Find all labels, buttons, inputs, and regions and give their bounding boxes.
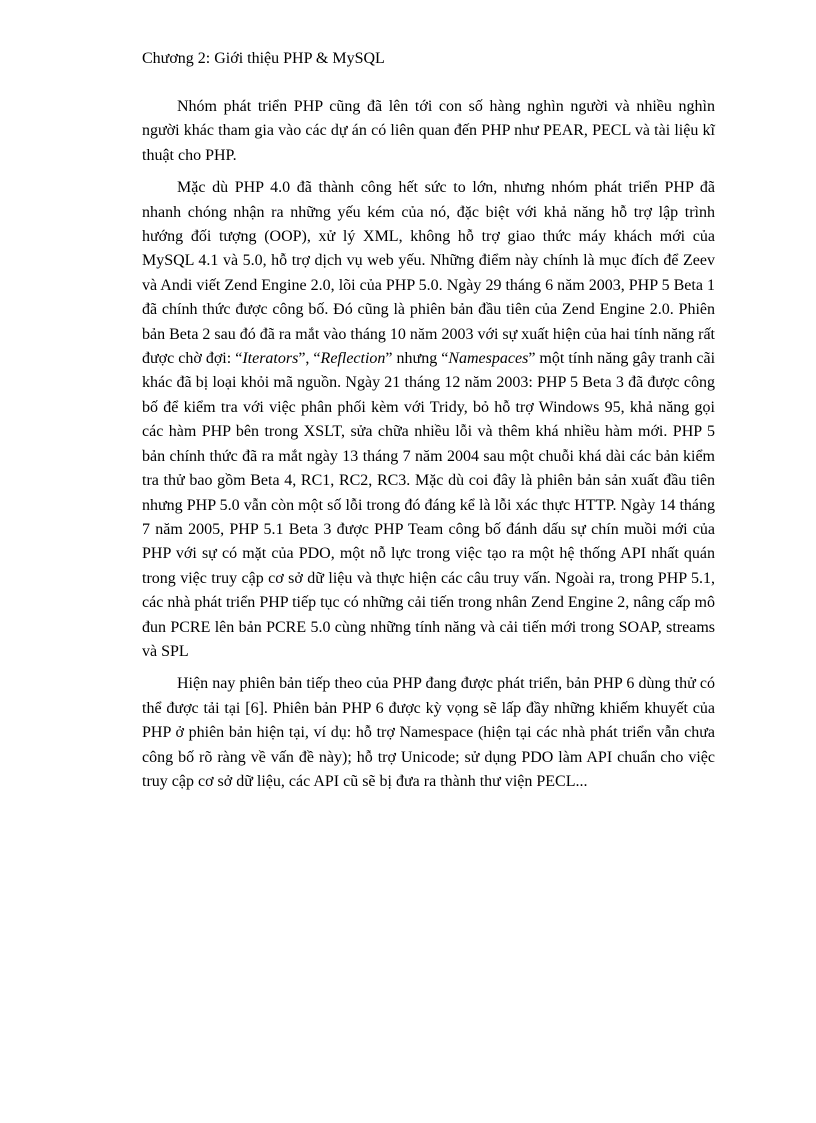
paragraph-php5-text-4: ” một tính năng gây tranh cãi khác đã bị loại khỏi mã nguồn. Ngày 21 tháng 12 năm 2003: PHP 5 Beta 3 đã được công bố để kiểm tra với việc phân phối kèm với Tridy, bỏ hỗ trợ Windows 95, khả năng gọi các hàm PHP bên trong XSLT, sửa chữa nhiều lỗi và thêm khá nhiều hàm mới. PHP 5 bản chính thức đã ra mắt ngày 13 tháng 7 năm 2004 sau một chuỗi khá dài các bản kiểm tra thử bao gồm Beta 4, RC1, RC2, RC3. Mặc dù coi đây là phiên bản sản xuất đầu tiên nhưng PHP 5.0 vẫn còn một số lỗi trong đó đáng kể là lỗi xác thực HTTP. Ngày 14 tháng 7 năm 2005, PHP 5.1 Beta 3 được PHP Team công bố đánh dấu sự chín muồi mới của PHP với sự có mặt của PDO, một nỗ lực trong việc tạo ra một hệ thống API nhất quán trong việc truy cập cơ sở dữ liệu và thực hiện các câu truy vấn. Ngoài ra, trong PHP 5.1, các nhà phát triển PHP tiếp tục có những cải tiến trong nhân Zend Engine 2, nâng cấp mô đun PCRE lên bản PCRE 5.0 cùng những tính năng và cải tiến mới trong SOAP, streams và SPL — [142, 350, 716, 660]
paragraph-php5-text-3: ” nhưng “ — [385, 350, 449, 368]
paragraph-php6: Hiện nay phiên bản tiếp theo của PHP đang được phát triển, bản PHP 6 dùng thử có thể được tải tại [6]. Phiên bản PHP 6 được kỳ vọng sẽ lấp đầy những khiếm khuyết của PHP ở phiên bản hiện tại, ví dụ: hỗ trợ Namespace (hiện tại các nhà phát triển vẫn chưa công bố rõ ràng về vấn đề này); hỗ trợ Unicode; sử dụng PDO làm API chuẩn cho việc truy cập cơ sở dữ liệu, các API cũ sẽ bị đưa ra thành thư viện PECL... — [142, 675, 715, 790]
term-namespaces: Namespaces — [448, 350, 529, 368]
term-reflection: Reflection — [320, 350, 386, 368]
paragraph-php-team: Nhóm phát triển PHP cũng đã lên tới con số hàng nghìn người và nhiều nghìn người khác tham gia vào các dự án có liên quan đến PHP như PEAR, PECL và tài liệu kĩ thuật cho PHP. — [142, 98, 715, 164]
chapter-header: Chương 2: Giới thiệu PHP & MySQL — [142, 50, 385, 67]
body-text — [142, 95, 715, 802]
paragraph-php5-text-2: ”, “ — [298, 350, 321, 368]
paragraph-php5-history — [142, 176, 715, 664]
term-iterators: Iterators — [242, 350, 299, 368]
paragraph-php5-text-1: Mặc dù PHP 4.0 đã thành công hết sức to lớn, nhưng nhóm phát triển PHP đã nhanh chóng nhận ra những yếu kém của nó, đặc biệt với khả năng hỗ trợ lập trình hướng đối tượng (OOP), xử lý XML, không hỗ trợ giao thức máy khách mới của MySQL 4.1 và 5.0, hỗ trợ dịch vụ web yếu. Những điểm này chính là mục đích để Zeev và Andi viết Zend Engine 2.0, lõi của PHP 5.0. Ngày 29 tháng 6 năm 2003, PHP 5 Beta 1 đã chính thức được công bố. Đó cũng là phiên bản đầu tiên của Zend Engine 2.0. Phiên bản Beta 2 sau đó đã ra mắt vào tháng 10 năm 2003 với sự xuất hiện của hai tính năng rất được chờ đợi: “ — [142, 179, 715, 368]
